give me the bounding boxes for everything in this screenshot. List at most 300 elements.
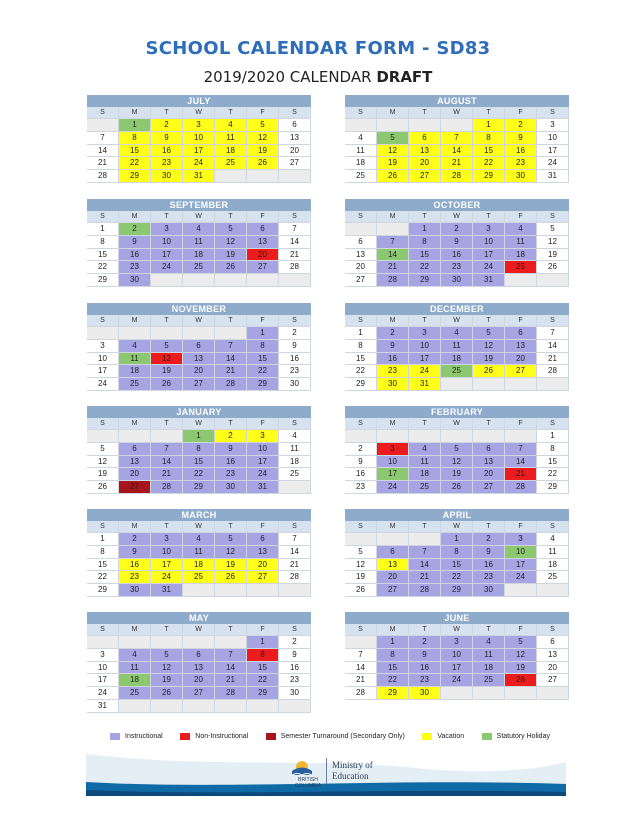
- empty-day-cell: [183, 327, 215, 340]
- month-june: [345, 612, 569, 700]
- day-cell: 24: [87, 687, 119, 700]
- day-cell: 3: [441, 636, 473, 649]
- month-title: JANUARY: [87, 406, 311, 418]
- day-cell: 11: [183, 546, 215, 559]
- day-cell: 28: [537, 365, 569, 378]
- day-cell: 10: [151, 546, 183, 559]
- day-cell: 17: [473, 249, 505, 262]
- empty-day-cell: [215, 327, 247, 340]
- day-cell: 10: [409, 340, 441, 353]
- weekday-header: S: [87, 418, 119, 430]
- day-cell: 20: [409, 157, 441, 170]
- day-cell: 25: [473, 674, 505, 687]
- day-cell: 1: [409, 223, 441, 236]
- day-cell: 21: [279, 249, 311, 262]
- day-cell: 24: [473, 261, 505, 274]
- day-cell: 22: [409, 261, 441, 274]
- day-cell: 20: [473, 468, 505, 481]
- day-cell: 17: [537, 145, 569, 158]
- weekday-header: S: [537, 211, 569, 223]
- weekday-header: S: [279, 315, 311, 327]
- day-cell: 1: [87, 223, 119, 236]
- legend-swatch: [482, 733, 492, 740]
- day-cell: 2: [119, 223, 151, 236]
- day-cell: 19: [473, 353, 505, 366]
- weekday-header: S: [279, 521, 311, 533]
- day-cell: 8: [87, 236, 119, 249]
- weekday-header: S: [345, 315, 377, 327]
- day-cell: 25: [119, 687, 151, 700]
- day-cell: 14: [215, 662, 247, 675]
- legend-swatch: [180, 733, 190, 740]
- weekday-header: T: [409, 418, 441, 430]
- day-cell: 9: [377, 340, 409, 353]
- day-cell: 2: [441, 223, 473, 236]
- weekday-header: T: [473, 315, 505, 327]
- day-cell: 15: [377, 662, 409, 675]
- weekday-header: M: [377, 418, 409, 430]
- day-cell: 10: [87, 353, 119, 366]
- day-cell: 27: [247, 261, 279, 274]
- weekday-header: S: [345, 521, 377, 533]
- weekday-header: S: [537, 107, 569, 119]
- day-cell: 26: [377, 170, 409, 183]
- empty-day-cell: [345, 430, 377, 443]
- day-cell: 11: [473, 649, 505, 662]
- weekday-header: T: [409, 521, 441, 533]
- day-cell: 25: [537, 571, 569, 584]
- day-cell: 14: [537, 340, 569, 353]
- day-cell: 14: [215, 353, 247, 366]
- day-cell: 4: [183, 533, 215, 546]
- day-cell: 14: [87, 145, 119, 158]
- day-cell: 22: [247, 365, 279, 378]
- month-july: [87, 95, 311, 183]
- day-cell: 26: [87, 481, 119, 494]
- day-cell: 4: [215, 119, 247, 132]
- month-title: APRIL: [345, 509, 569, 521]
- day-cell: 26: [505, 674, 537, 687]
- day-cell: 19: [215, 249, 247, 262]
- weekday-header: F: [247, 521, 279, 533]
- day-cell: 26: [151, 687, 183, 700]
- empty-day-cell: [279, 274, 311, 287]
- day-cell: 19: [505, 662, 537, 675]
- month-title: MARCH: [87, 509, 311, 521]
- day-cell: 28: [409, 584, 441, 597]
- day-cell: 30: [409, 687, 441, 700]
- day-cell: 29: [409, 274, 441, 287]
- weekday-header: T: [215, 624, 247, 636]
- day-cell: 3: [87, 649, 119, 662]
- day-cell: 5: [345, 546, 377, 559]
- day-cell: 28: [505, 481, 537, 494]
- page-title: SCHOOL CALENDAR FORM - SD83: [145, 38, 491, 59]
- day-cell: 18: [409, 468, 441, 481]
- empty-day-cell: [87, 327, 119, 340]
- empty-day-cell: [377, 533, 409, 546]
- weekday-header: W: [441, 315, 473, 327]
- day-cell: 18: [119, 674, 151, 687]
- day-cell: 17: [441, 662, 473, 675]
- day-cell: 20: [119, 468, 151, 481]
- day-cell: 4: [183, 223, 215, 236]
- day-cell: 22: [441, 571, 473, 584]
- day-cell: 16: [473, 559, 505, 572]
- weekday-header: S: [345, 107, 377, 119]
- day-cell: 15: [119, 145, 151, 158]
- empty-day-cell: [151, 700, 183, 713]
- day-cell: 6: [377, 546, 409, 559]
- day-cell: 23: [377, 365, 409, 378]
- day-cell: 11: [183, 236, 215, 249]
- day-cell: 13: [473, 456, 505, 469]
- day-cell: 22: [183, 468, 215, 481]
- weekday-header: M: [377, 107, 409, 119]
- month-november: [87, 303, 311, 391]
- day-cell: 9: [505, 132, 537, 145]
- day-cell: 5: [87, 443, 119, 456]
- day-cell: 10: [505, 546, 537, 559]
- weekday-header: W: [441, 211, 473, 223]
- day-cell: 28: [345, 687, 377, 700]
- weekday-header: M: [377, 211, 409, 223]
- day-cell: 30: [279, 687, 311, 700]
- day-cell: 10: [151, 236, 183, 249]
- day-cell: 15: [537, 456, 569, 469]
- weekday-header: S: [537, 418, 569, 430]
- day-cell: 17: [377, 468, 409, 481]
- ministry-line2: Education: [332, 771, 369, 781]
- day-cell: 8: [87, 546, 119, 559]
- day-cell: 8: [247, 649, 279, 662]
- day-cell: 1: [537, 430, 569, 443]
- day-cell: 9: [409, 649, 441, 662]
- day-cell: 8: [473, 132, 505, 145]
- day-cell: 6: [505, 327, 537, 340]
- day-cell: 26: [473, 365, 505, 378]
- empty-day-cell: [215, 636, 247, 649]
- month-days: [345, 521, 569, 597]
- weekday-header: S: [87, 107, 119, 119]
- day-cell: 18: [183, 559, 215, 572]
- day-cell: 5: [473, 327, 505, 340]
- day-cell: 29: [247, 378, 279, 391]
- day-cell: 27: [505, 365, 537, 378]
- empty-day-cell: [505, 687, 537, 700]
- day-cell: 27: [377, 584, 409, 597]
- day-cell: 23: [441, 261, 473, 274]
- weekday-header: S: [87, 211, 119, 223]
- day-cell: 20: [345, 261, 377, 274]
- day-cell: 3: [409, 327, 441, 340]
- day-cell: 13: [183, 662, 215, 675]
- day-cell: 4: [537, 533, 569, 546]
- day-cell: 19: [87, 468, 119, 481]
- day-cell: 29: [473, 170, 505, 183]
- day-cell: 18: [505, 249, 537, 262]
- day-cell: 13: [537, 649, 569, 662]
- day-cell: 19: [151, 365, 183, 378]
- empty-day-cell: [409, 430, 441, 443]
- day-cell: 26: [215, 571, 247, 584]
- day-cell: 17: [247, 456, 279, 469]
- day-cell: 7: [441, 132, 473, 145]
- day-cell: 9: [151, 132, 183, 145]
- weekday-header: T: [409, 315, 441, 327]
- day-cell: 24: [377, 481, 409, 494]
- empty-day-cell: [119, 700, 151, 713]
- day-cell: 25: [215, 157, 247, 170]
- day-cell: 16: [215, 456, 247, 469]
- weekday-header: T: [409, 624, 441, 636]
- weekday-header: S: [279, 211, 311, 223]
- day-cell: 6: [473, 443, 505, 456]
- month-title: NOVEMBER: [87, 303, 311, 315]
- weekday-header: T: [473, 418, 505, 430]
- day-cell: 22: [87, 261, 119, 274]
- day-cell: 25: [505, 261, 537, 274]
- day-cell: 16: [119, 249, 151, 262]
- empty-day-cell: [151, 274, 183, 287]
- day-cell: 8: [247, 340, 279, 353]
- legend-label: Statutory Holiday: [496, 733, 550, 740]
- day-cell: 7: [409, 546, 441, 559]
- day-cell: 26: [345, 584, 377, 597]
- day-cell: 14: [409, 559, 441, 572]
- day-cell: 25: [119, 378, 151, 391]
- month-title: AUGUST: [345, 95, 569, 107]
- empty-day-cell: [247, 274, 279, 287]
- day-cell: 13: [183, 353, 215, 366]
- day-cell: 21: [151, 468, 183, 481]
- day-cell: 23: [345, 481, 377, 494]
- day-cell: 1: [473, 119, 505, 132]
- legend-item: [482, 733, 550, 740]
- day-cell: 18: [215, 145, 247, 158]
- day-cell: 6: [119, 443, 151, 456]
- day-cell: 6: [537, 636, 569, 649]
- weekday-header: F: [505, 521, 537, 533]
- legend-item: [110, 733, 163, 740]
- day-cell: 19: [345, 571, 377, 584]
- day-cell: 12: [441, 456, 473, 469]
- weekday-header: F: [247, 624, 279, 636]
- day-cell: 19: [377, 157, 409, 170]
- day-cell: 9: [279, 340, 311, 353]
- legend-item: [180, 733, 248, 740]
- weekday-header: W: [183, 107, 215, 119]
- day-cell: 1: [247, 327, 279, 340]
- empty-day-cell: [441, 119, 473, 132]
- weekday-header: T: [473, 211, 505, 223]
- empty-day-cell: [345, 533, 377, 546]
- day-cell: 3: [473, 223, 505, 236]
- empty-day-cell: [279, 170, 311, 183]
- empty-day-cell: [215, 170, 247, 183]
- day-cell: 12: [215, 236, 247, 249]
- weekday-header: M: [377, 315, 409, 327]
- day-cell: 29: [87, 584, 119, 597]
- day-cell: 5: [377, 132, 409, 145]
- weekday-header: F: [505, 624, 537, 636]
- month-march: [87, 509, 311, 597]
- weekday-header: S: [537, 315, 569, 327]
- day-cell: 28: [151, 481, 183, 494]
- day-cell: 4: [441, 327, 473, 340]
- weekday-header: M: [119, 211, 151, 223]
- weekday-header: W: [441, 107, 473, 119]
- month-days: [345, 624, 569, 700]
- day-cell: 22: [473, 157, 505, 170]
- empty-day-cell: [183, 636, 215, 649]
- day-cell: 26: [247, 157, 279, 170]
- day-cell: 12: [505, 649, 537, 662]
- weekday-header: W: [441, 418, 473, 430]
- day-cell: 22: [119, 157, 151, 170]
- day-cell: 12: [215, 546, 247, 559]
- day-cell: 10: [473, 236, 505, 249]
- day-cell: 21: [345, 674, 377, 687]
- day-cell: 24: [151, 261, 183, 274]
- day-cell: 30: [505, 170, 537, 183]
- day-cell: 10: [183, 132, 215, 145]
- day-cell: 18: [183, 249, 215, 262]
- day-cell: 1: [119, 119, 151, 132]
- weekday-header: T: [151, 211, 183, 223]
- day-cell: 5: [215, 533, 247, 546]
- legend: [110, 733, 550, 740]
- empty-day-cell: [119, 327, 151, 340]
- day-cell: 31: [151, 584, 183, 597]
- day-cell: 3: [151, 533, 183, 546]
- day-cell: 15: [87, 559, 119, 572]
- weekday-header: F: [505, 107, 537, 119]
- day-cell: 13: [409, 145, 441, 158]
- month-august: [345, 95, 569, 183]
- day-cell: 25: [183, 571, 215, 584]
- empty-day-cell: [119, 430, 151, 443]
- day-cell: 16: [377, 353, 409, 366]
- empty-day-cell: [409, 533, 441, 546]
- weekday-header: S: [279, 418, 311, 430]
- day-cell: 14: [279, 546, 311, 559]
- day-cell: 31: [183, 170, 215, 183]
- weekday-header: M: [377, 521, 409, 533]
- day-cell: 16: [279, 662, 311, 675]
- empty-day-cell: [345, 119, 377, 132]
- empty-day-cell: [215, 700, 247, 713]
- weekday-header: T: [473, 624, 505, 636]
- day-cell: 21: [537, 353, 569, 366]
- logo-divider: [326, 758, 327, 784]
- empty-day-cell: [505, 430, 537, 443]
- day-cell: 18: [279, 456, 311, 469]
- day-cell: 4: [279, 430, 311, 443]
- weekday-header: T: [409, 211, 441, 223]
- empty-day-cell: [473, 687, 505, 700]
- month-december: [345, 303, 569, 391]
- day-cell: 7: [215, 649, 247, 662]
- day-cell: 31: [473, 274, 505, 287]
- day-cell: 31: [247, 481, 279, 494]
- month-title: MAY: [87, 612, 311, 624]
- weekday-header: T: [151, 107, 183, 119]
- day-cell: 29: [441, 584, 473, 597]
- day-cell: 9: [215, 443, 247, 456]
- weekday-header: T: [215, 211, 247, 223]
- day-cell: 14: [441, 145, 473, 158]
- empty-day-cell: [505, 274, 537, 287]
- day-cell: 25: [409, 481, 441, 494]
- day-cell: 6: [247, 223, 279, 236]
- day-cell: 16: [409, 662, 441, 675]
- weekday-header: M: [119, 107, 151, 119]
- day-cell: 8: [537, 443, 569, 456]
- day-cell: 4: [473, 636, 505, 649]
- day-cell: 5: [537, 223, 569, 236]
- day-cell: 26: [441, 481, 473, 494]
- legend-swatch: [266, 733, 276, 740]
- day-cell: 14: [377, 249, 409, 262]
- day-cell: 27: [345, 274, 377, 287]
- day-cell: 4: [409, 443, 441, 456]
- day-cell: 15: [247, 353, 279, 366]
- weekday-header: F: [247, 418, 279, 430]
- day-cell: 13: [119, 456, 151, 469]
- day-cell: 4: [119, 649, 151, 662]
- day-cell: 11: [215, 132, 247, 145]
- day-cell: 10: [537, 132, 569, 145]
- empty-day-cell: [377, 119, 409, 132]
- legend-label: Non-Instructional: [195, 733, 249, 740]
- month-september: [87, 199, 311, 287]
- day-cell: 20: [247, 559, 279, 572]
- day-cell: 30: [119, 584, 151, 597]
- ministry-name: [332, 760, 373, 782]
- day-cell: 3: [505, 533, 537, 546]
- day-cell: 16: [151, 145, 183, 158]
- day-cell: 2: [377, 327, 409, 340]
- day-cell: 7: [537, 327, 569, 340]
- day-cell: 3: [537, 119, 569, 132]
- day-cell: 27: [409, 170, 441, 183]
- day-cell: 21: [215, 365, 247, 378]
- empty-day-cell: [151, 636, 183, 649]
- day-cell: 2: [345, 443, 377, 456]
- day-cell: 13: [247, 546, 279, 559]
- day-cell: 2: [409, 636, 441, 649]
- day-cell: 10: [377, 456, 409, 469]
- day-cell: 27: [279, 157, 311, 170]
- month-days: [87, 107, 311, 183]
- weekday-header: S: [345, 211, 377, 223]
- weekday-header: W: [183, 211, 215, 223]
- weekday-header: T: [215, 107, 247, 119]
- day-cell: 20: [279, 145, 311, 158]
- day-cell: 12: [247, 132, 279, 145]
- day-cell: 4: [119, 340, 151, 353]
- day-cell: 22: [345, 365, 377, 378]
- month-october: [345, 199, 569, 287]
- subtitle-draft: DRAFT: [376, 68, 433, 86]
- weekday-header: S: [279, 624, 311, 636]
- day-cell: 30: [215, 481, 247, 494]
- day-cell: 15: [473, 145, 505, 158]
- day-cell: 28: [215, 378, 247, 391]
- day-cell: 30: [279, 378, 311, 391]
- empty-day-cell: [441, 687, 473, 700]
